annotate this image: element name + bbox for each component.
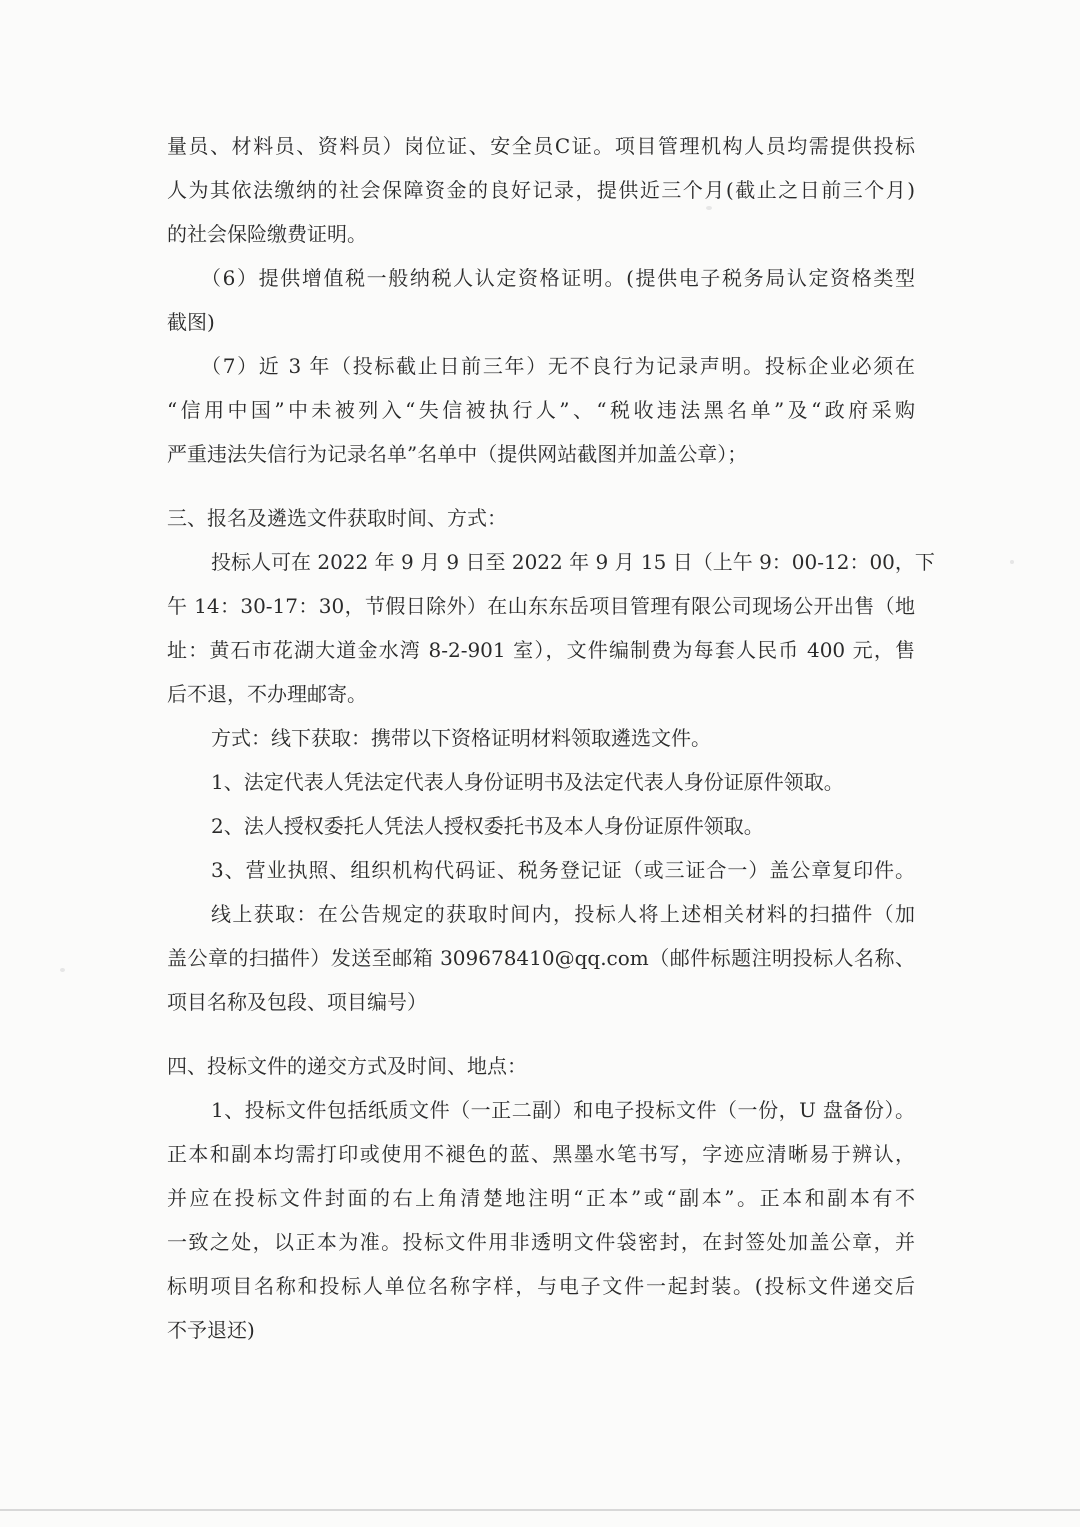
paragraph-line: 严重违法失信行为记录名单”名单中（提供网站截图并加盖公章）； xyxy=(167,442,748,466)
paragraph-line: （6）提供增值税一般纳税人认定资格证明。(提供电子税务局认定资格类型 xyxy=(201,266,915,290)
paragraph-line: 盖公章的扫描件）发送至邮箱 309678410@qq.com（邮件标题注明投标人名称、 xyxy=(167,946,915,970)
paragraph-line: 并应在投标文件封面的右上角清楚地注明“正本”或“副本”。正本和副本有不 xyxy=(167,1186,915,1210)
paragraph-line: 方式：线下获取：携带以下资格证明材料领取遴选文件。 xyxy=(211,726,711,750)
list-item: 1、法定代表人凭法定代表人身份证明书及法定代表人身份证原件领取。 xyxy=(211,770,844,794)
paragraph-line: （7）近 3 年（投标截止日前三年）无不良行为记录声明。投标企业必须在 xyxy=(201,354,915,378)
paragraph-line: 标明项目名称和投标人单位名称字样，与电子文件一起封装。(投标文件递交后 xyxy=(167,1274,915,1298)
paragraph-line: 项目名称及包段、项目编号） xyxy=(167,990,427,1014)
paragraph-line: 投标人可在 2022 年 9 月 9 日至 2022 年 9 月 15 日（上午 9：00-12：00，下 xyxy=(211,550,935,574)
paragraph-line: 截图) xyxy=(167,310,215,334)
section-heading: 三、报名及遴选文件获取时间、方式： xyxy=(167,506,507,530)
section-heading: 四、投标文件的递交方式及时间、地点： xyxy=(167,1054,527,1078)
paragraph-line: 不予退还) xyxy=(167,1318,255,1342)
scan-edge-line xyxy=(0,1509,1080,1511)
paragraph-line: 线上获取：在公告规定的获取时间内，投标人将上述相关材料的扫描件（加 xyxy=(211,902,915,926)
document-body xyxy=(167,124,935,1352)
paragraph-line: 的社会保险缴费证明。 xyxy=(167,222,367,246)
paragraph-line: 午 14：30-17：30，节假日除外）在山东东岳项目管理有限公司现场公开出售（地 xyxy=(167,594,915,618)
scan-speck xyxy=(1010,560,1014,564)
paragraph-line: 后不退，不办理邮寄。 xyxy=(167,682,367,706)
paragraph-line: 人为其依法缴纳的社会保障资金的良好记录，提供近三个月(截止之日前三个月) xyxy=(167,178,915,202)
paragraph-line: 址：黄石市花湖大道金水湾 8-2-901 室），文件编制费为每套人民币 400 元，售 xyxy=(167,638,915,662)
scan-speck xyxy=(60,968,65,972)
paragraph-line: 量员、材料员、资料员）岗位证、安全员C证。项目管理机构人员均需提供投标 xyxy=(167,134,915,158)
paragraph-line: “信用中国”中未被列入“失信被执行人”、“税收违法黑名单”及“政府采购 xyxy=(167,398,915,422)
paragraph-line: 正本和副本均需打印或使用不褪色的蓝、黑墨水笔书写，字迹应清晰易于辨认， xyxy=(167,1142,915,1166)
paragraph-line: 一致之处，以正本为准。投标文件用非透明文件袋密封，在封签处加盖公章，并 xyxy=(167,1230,915,1254)
list-item: 2、法人授权委托人凭法人授权委托书及本人身份证原件领取。 xyxy=(211,814,764,838)
list-item: 1、投标文件包括纸质文件（一正二副）和电子投标文件（一份，U 盘备份）。 xyxy=(211,1098,915,1122)
list-item: 3、营业执照、组织机构代码证、税务登记证（或三证合一）盖公章复印件。 xyxy=(211,858,915,882)
